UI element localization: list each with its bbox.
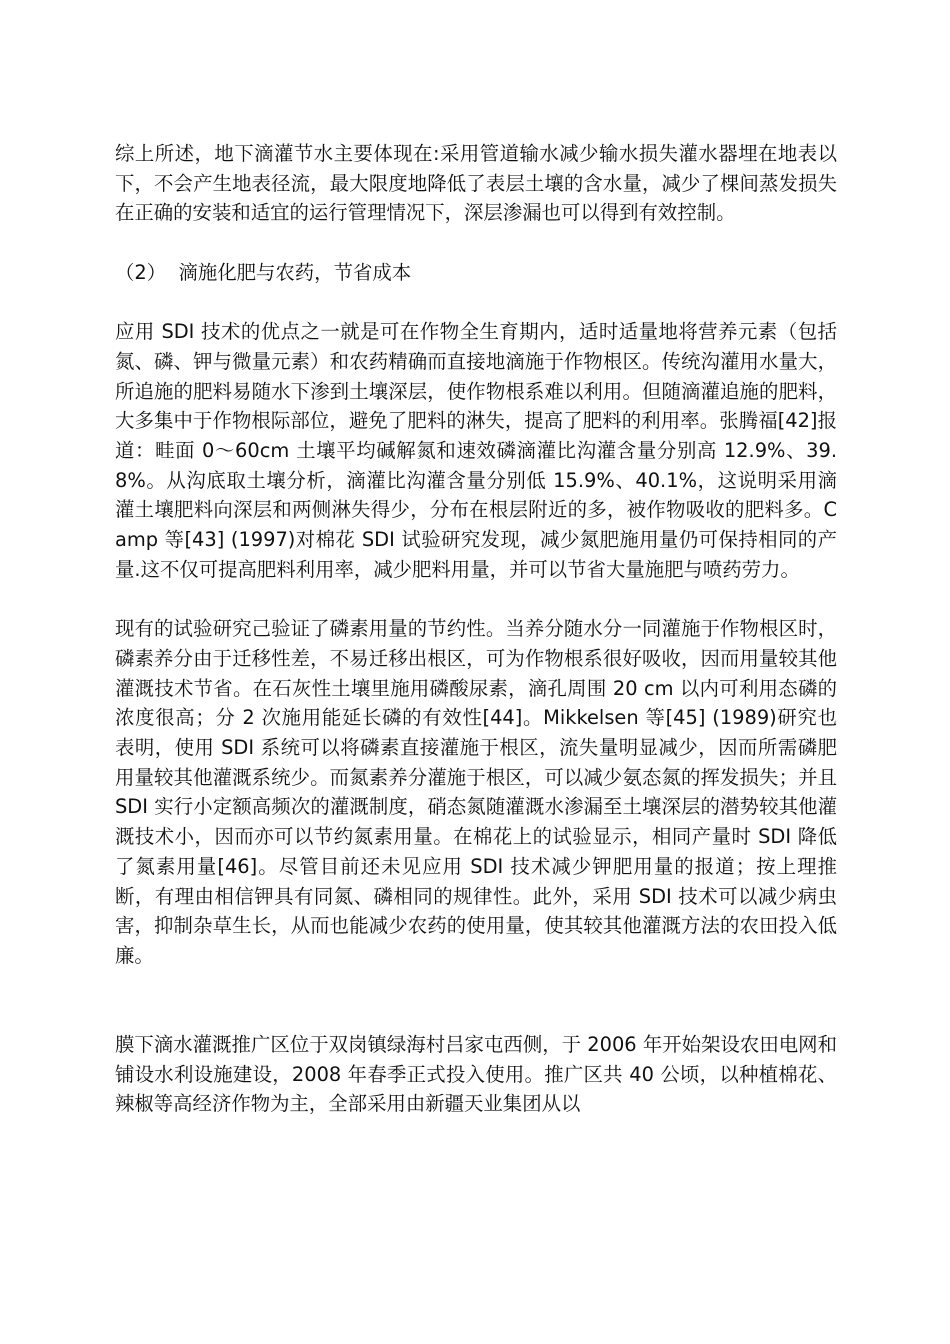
paragraph-demo-area: 膜下滴水灌溉推广区位于双岗镇绿海村吕家屯西侧，于 2006 年开始架设农田电网和铺设水利设施建设，2008 年春季正式投入使用。推广区共 40 公顷，以种植棉花、辣椒等高经济作物为主，全部采用由新疆天业集团从以 [115, 1033, 837, 1116]
paragraph-phosphorus: 现有的试验研究己验证了磷素用量的节约性。当养分随水分一同灌施于作物根区时，磷素养分由于迁移性差，不易迁移出根区，可为作物根系很好吸收，因而用量较其他灌溉技术节省。在石灰性土壤里施用磷酸尿素，滴孔周围 20 cm 以内可利用态磷的浓度很高；分 2 次施用能延长磷的有效性[44]。Mikkelsen 等[45] (1989)研究也表明，使用 SDI 系统可以将磷素直接灌施于根区，流失量明显减少，因而所需磷肥用量较其他灌溉系统少。而氮素养分灌施于根区，可以减少氨态氮的挥发损失；并且 SDI 实行小定额高频次的灌溉制度，硝态氮随灌溉水渗漏至土壤深层的潜势较其他灌溉技术小，因而亦可以节约氮素用量。在棉花上的试验显示，相同产量时 SDI 降低了氮素用量[46]。尽管目前还未见应用 SDI 技术减少钾肥用量的报道；按上理推断，有理由相信钾具有同氮、磷相同的规律性。此外，采用 SDI 技术可以减少病虫害，抑制杂草生长，从而也能减少农药的使用量，使其较其他灌溉方法的农田投入低廉。 [115, 617, 837, 967]
paragraph-spacer [115, 228, 837, 258]
paragraph-fertilizer: 应用 SDI 技术的优点之一就是可在作物全生育期内，适时适量地将营养元素（包括氮、磷、钾与微量元素）和农药精确而直接地滴施于作物根区。传统沟灌用水量大，所追施的肥料易随水下渗到土壤深层，使作物根系难以利用。但随滴灌追施的肥料，大多集中于作物根际部位，避免了肥料的淋失，提高了肥料的利用率。张腾福[42]报道：畦面 0～60cm 土壤平均碱解氮和速效磷滴灌比沟灌含量分别高 12.9%、39.8%。从沟底取土壤分析，滴灌比沟灌含量分别低 15.9%、40.1%，这说明采用滴灌土壤肥料向深层和两侧淋失得少，分布在根层附近的多，被作物吸收的肥料多。Camp 等[43] (1997)对棉花 SDI 试验研究发现，减少氮肥施用量仍可保持相同的产量.这不仅可提高肥料利用率，减少肥料用量，并可以节省大量施肥与喷药劳力。 [115, 320, 837, 581]
document-page [115, 139, 837, 1119]
section-heading: （2） 滴施化肥与农药，节省成本 [115, 260, 412, 284]
paragraph-summary: 综上所述，地下滴灌节水主要体现在:采用管道输水减少输水损失灌水器埋在地表以下，不会产生地表径流，最大限度地降低了表层土壤的含水量，减少了棵间蒸发损失在正确的安装和适宜的运行管理情况下，深层渗漏也可以得到有效控制。 [115, 142, 837, 225]
paragraph-spacer [115, 971, 837, 1030]
paragraph-spacer [115, 288, 837, 318]
paragraph-spacer [115, 585, 837, 615]
